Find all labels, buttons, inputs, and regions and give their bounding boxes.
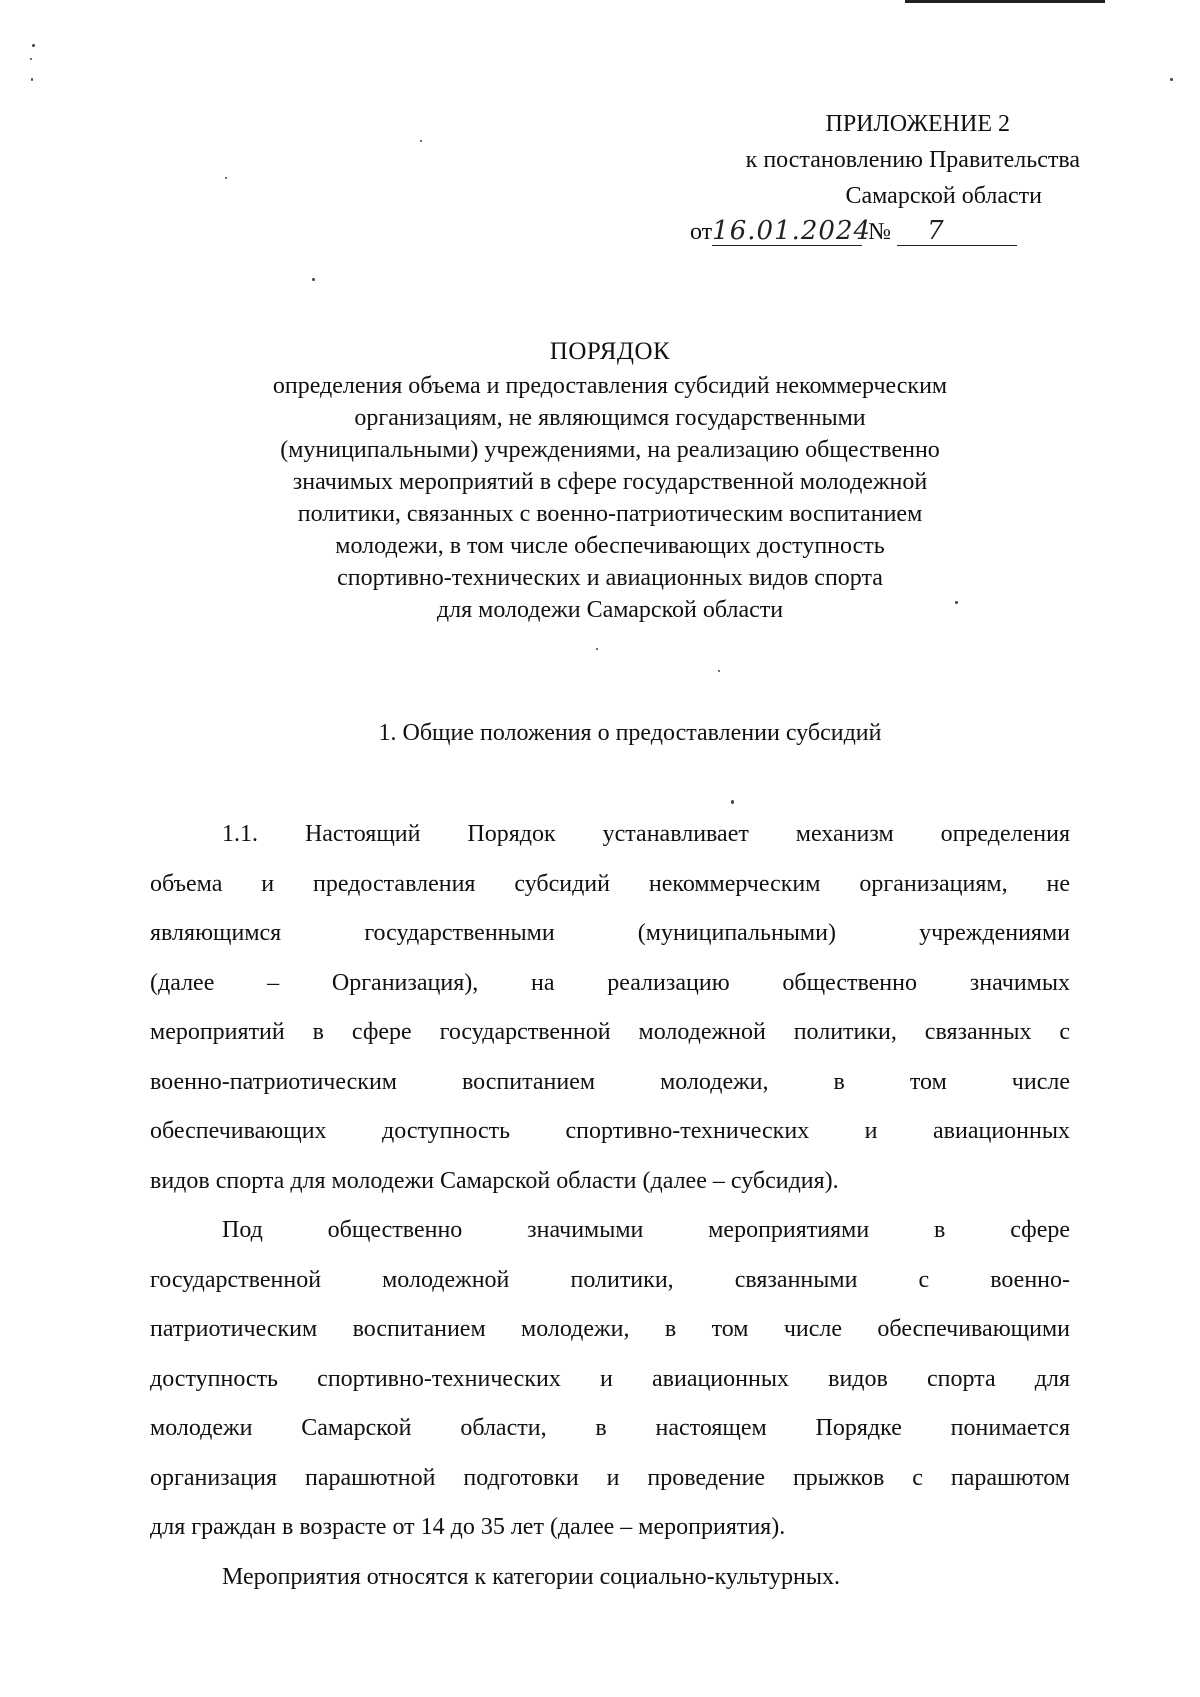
appendix-header	[640, 106, 1080, 250]
appendix-title: ПРИЛОЖЕНИЕ 2	[825, 111, 1010, 137]
paragraph-line: молодежи Самарской области, в настоящем Порядке понимается	[150, 1415, 1070, 1441]
paragraph-line: (далее – Организация), на реализацию общественно значимых	[150, 969, 1070, 996]
subtitle-line: политики, связанных с военно-патриотическим воспитанием	[297, 501, 923, 527]
scan-speck	[312, 278, 315, 281]
paragraph-definition	[150, 1206, 1070, 1553]
paragraph-line: доступность спортивно-технических и авиационных видов спорта для	[150, 1365, 1070, 1392]
paragraph-line: видов спорта для молодежи Самарской области (далее – субсидия).	[150, 1167, 839, 1194]
paragraph-line: Под общественно значимыми мероприятиями в сфере	[222, 1217, 1070, 1243]
paragraph-line: обеспечивающих доступность спортивно-технических и авиационных	[150, 1118, 1070, 1144]
document-title-block	[150, 336, 1070, 626]
scan-speck	[31, 78, 33, 81]
paragraph-line: государственной молодежной политики, связанными с военно-	[150, 1266, 1070, 1293]
paragraph-line: организация парашютной подготовки и проведение прыжков с парашютом	[150, 1464, 1070, 1491]
paragraph-line: военно-патриотическим воспитанием молодежи, в том числе	[150, 1068, 1070, 1095]
subtitle-line: (муниципальными) учреждениями, на реализацию общественно	[280, 437, 940, 463]
paragraph-category	[150, 1553, 1070, 1603]
paragraph-line: для граждан в возрасте от 14 до 35 лет (далее – мероприятия).	[150, 1514, 786, 1540]
paragraph-line: являющимся государственными (муниципальными) учреждениями	[150, 920, 1070, 946]
paragraph-line: объема и предоставления субсидий некоммерческим организациям, не	[150, 870, 1070, 897]
handwritten-date: 16.01.2024	[712, 216, 872, 246]
subtitle-line: молодежи, в том числе обеспечивающих доступность	[335, 533, 885, 559]
scan-speck	[225, 177, 227, 179]
scan-speck	[32, 44, 35, 47]
subtitle-line: для молодежи Самарской области	[436, 597, 784, 623]
handwritten-number: 7	[897, 217, 1017, 246]
appendix-decree-ref: к постановлению Правительства	[745, 147, 1080, 173]
paragraph-line: патриотическим воспитанием молодежи, в том числе обеспечивающими	[150, 1316, 1070, 1342]
decree-date-number-line	[640, 214, 1080, 250]
number-sign: №	[868, 219, 892, 245]
top-edge-rule	[905, 0, 1105, 3]
scan-speck	[596, 648, 598, 650]
subtitle-line: определения объема и предоставления субсидий некоммерческим	[272, 373, 948, 399]
section-heading: 1. Общие положения о предоставлении субсидий	[378, 720, 882, 746]
document-title: ПОРЯДОК	[549, 338, 671, 365]
scan-speck	[30, 58, 32, 60]
from-prefix: от	[690, 219, 713, 245]
scan-speck	[731, 800, 734, 804]
paragraph-1-1	[150, 810, 1070, 1206]
scan-speck	[1170, 78, 1173, 81]
paragraph-line: 1.1. Настоящий Порядок устанавливает механизм определения	[222, 821, 1070, 847]
scan-speck	[718, 670, 720, 672]
appendix-region: Самарской области	[845, 183, 1042, 209]
section-body	[150, 810, 1070, 1602]
scan-speck	[420, 140, 422, 142]
subtitle-line: организациям, не являющимся государственными	[354, 405, 866, 431]
paragraph-line: Мероприятия относятся к категории социально-культурных.	[222, 1563, 840, 1590]
paragraph-line: мероприятий в сфере государственной молодежной политики, связанных с	[150, 1019, 1070, 1045]
subtitle-line: значимых мероприятий в сфере государственной молодежной	[292, 469, 928, 495]
subtitle-line: спортивно-технических и авиационных видов спорта	[337, 565, 883, 591]
